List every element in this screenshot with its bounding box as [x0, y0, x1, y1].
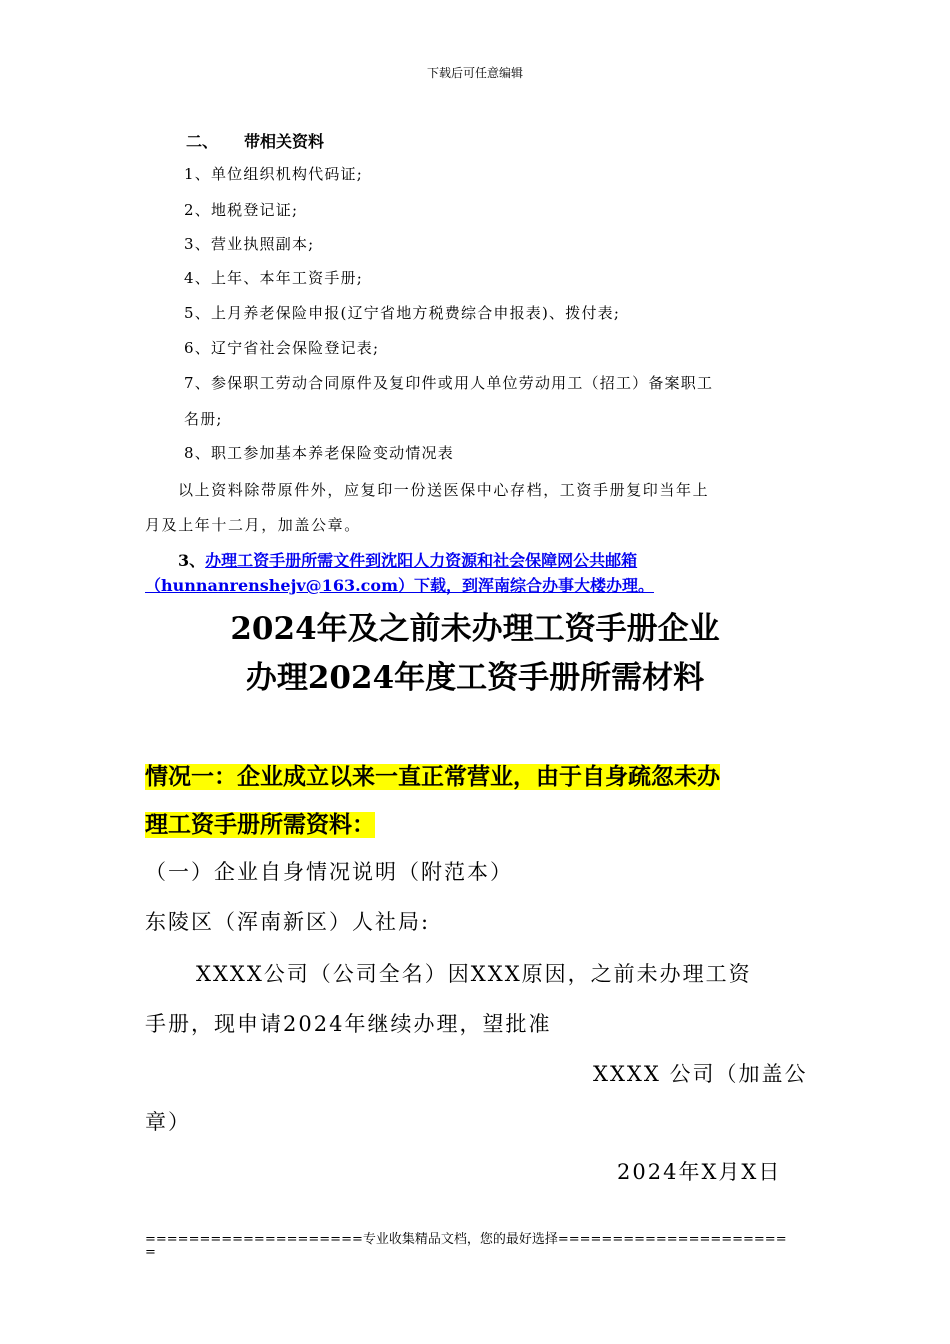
list-item: 4、上年、本年工资手册; [184, 269, 363, 287]
download-instruction [178, 548, 637, 571]
letter-signature: XXXX 公司（加盖公 [593, 1062, 808, 1086]
download-instruction-cont [145, 573, 654, 596]
note-line: 以上资料除带原件外，应复印一份送医保中心存档，工资手册复印当年上 [178, 481, 710, 499]
page-title-line2: 办理2024年度工资手册所需材料 [245, 660, 705, 696]
list-item: 8、职工参加基本养老保险变动情况表 [184, 444, 454, 462]
letter-body: XXXX公司（公司全名）因XXX原因，之前未办理工资 [196, 962, 752, 986]
email-download-link[interactable]: （hunnanrenshejv@163.com）下载，到浑南综合办事大楼办理。 [145, 576, 654, 595]
point-number: 3、 [178, 551, 206, 570]
subsection-heading: （一）企业自身情况说明（附范本） [145, 860, 513, 884]
case-heading [145, 758, 720, 791]
page-footer: ====================专业收集精品文档，您的最好选择===================== [145, 1232, 787, 1247]
list-item-continuation: 名册; [184, 410, 223, 428]
case-heading-text: 理工资手册所需资料： [145, 812, 375, 838]
list-item: 6、辽宁省社会保险登记表; [184, 339, 380, 357]
letter-signature-cont: 章） [145, 1110, 191, 1134]
section-title: 带相关资料 [244, 132, 325, 151]
list-item: 1、单位组织机构代码证; [184, 165, 363, 183]
section-number: 二、 [186, 132, 219, 151]
page-title: 2024年及之前未办理工资手册企业 [230, 611, 720, 647]
letter-addressee: 东陵区（浑南新区）人社局: [145, 910, 431, 934]
download-link[interactable]: 办理工资手册所需文件到沈阳人力资源和社会保障网公共邮箱 [205, 551, 638, 570]
list-item: 7、参保职工劳动合同原件及复印件或用人单位劳动用工（招工）备案职工 [184, 374, 714, 392]
list-item: 5、上月养老保险申报(辽宁省地方税费综合申报表)、拨付表; [184, 304, 621, 322]
page-header-note: 下载后可任意编辑 [426, 66, 523, 80]
case-heading-cont [145, 806, 375, 839]
section-heading [186, 129, 324, 152]
list-item: 2、地税登记证; [184, 201, 299, 219]
letter-body-cont: 手册，现申请2024年继续办理，望批准 [145, 1012, 552, 1036]
case-heading-text: 情况一：企业成立以来一直正常营业，由于自身疏忽未办 [145, 764, 720, 790]
page-footer-cont: = [145, 1245, 156, 1260]
letter-date: 2024年X月X日 [617, 1160, 782, 1184]
note-line: 月及上年十二月，加盖公章。 [145, 516, 361, 534]
list-item: 3、营业执照副本; [184, 235, 315, 253]
